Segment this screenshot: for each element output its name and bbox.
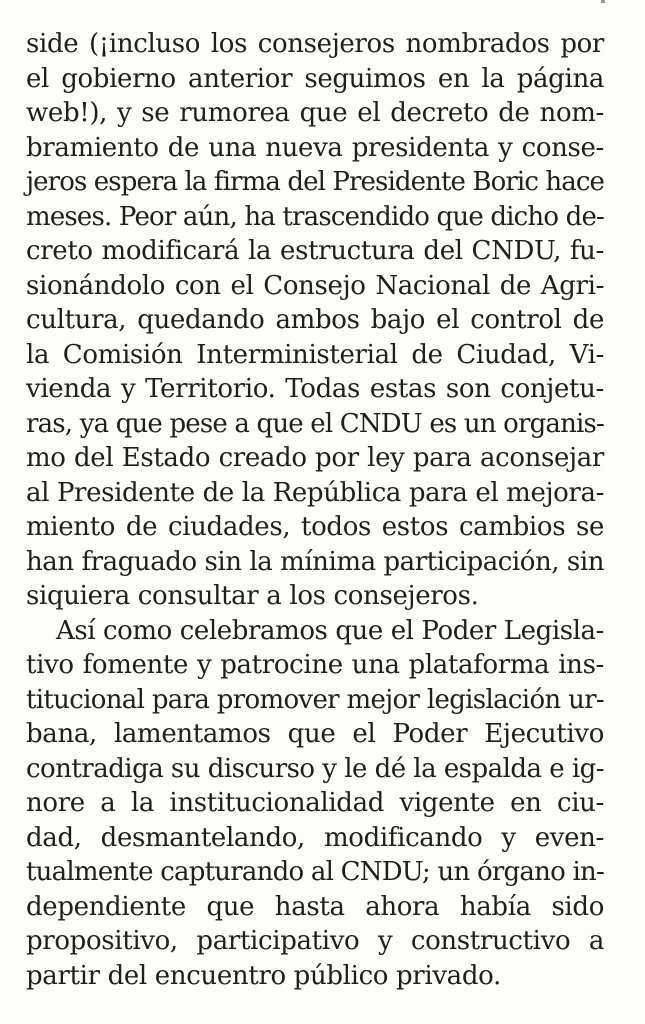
text-line: bramiento de una nueva presidenta y conse- [26, 132, 604, 163]
text-line: tivo fomente y patrocine una plataforma ins- [26, 650, 604, 680]
text-line: jeros espera la firma del Presidente Boric hace [26, 167, 604, 197]
text-line: tualmente capturando al CNDU; un órgano in- [26, 857, 604, 887]
text-line: al Presidente de la República para el mejora- [26, 477, 604, 508]
text-line: bana, lamentamos que el Poder Ejecutivo [26, 719, 604, 749]
text-line: mo del Estado creado por ley para aconsejar [26, 443, 604, 473]
text-line: nore a la institucionalidad vigente en ciu- [26, 788, 604, 818]
article-column [26, 27, 604, 993]
text-line: dependiente que hasta ahora había sido [26, 891, 604, 922]
text-line: ras, ya que pese a que el CNDU es un organis- [26, 408, 604, 439]
text-line: propositivo, participativo y constructivo a [26, 926, 604, 956]
text-line: side (¡incluso los consejeros nombrados por [26, 29, 604, 59]
text-line: contradiga su discurso y le dé la espalda e ig- [26, 753, 604, 784]
paragraph-1 [26, 27, 604, 614]
text-line: web!), y se rumorea que el decreto de nom- [26, 98, 604, 128]
text-line: el gobierno anterior seguimos en la página [26, 63, 604, 94]
text-line: sionándolo con el Consejo Nacional de Agri- [26, 270, 604, 301]
text-line: miento de ciudades, todos estos cambios se [26, 512, 604, 542]
text-line: vienda y Territorio. Todas estas son conjetu- [26, 374, 604, 404]
text-line: siquiera consultar a los consejeros. [26, 581, 479, 611]
text-line: dad, desmantelando, modificando y even- [26, 822, 604, 853]
text-line: han fraguado sin la mínima participación, sin [26, 546, 604, 577]
page-edge-mark [601, 0, 605, 3]
text-line: Así como celebramos que el Poder Legisla- [56, 615, 604, 646]
text-line: la Comisión Interministerial de Ciudad, Vi- [26, 339, 604, 370]
paragraph-2 [26, 614, 604, 994]
text-line: titucional para promover mejor legislación ur- [26, 684, 604, 715]
text-line: meses. Peor aún, ha trascendido que dicho de- [26, 201, 604, 232]
text-line: creto modificará la estructura del CNDU, fu- [26, 236, 604, 266]
text-line: cultura, quedando ambos bajo el control de [26, 305, 604, 335]
text-line: partir del encuentro público privado. [26, 960, 501, 991]
